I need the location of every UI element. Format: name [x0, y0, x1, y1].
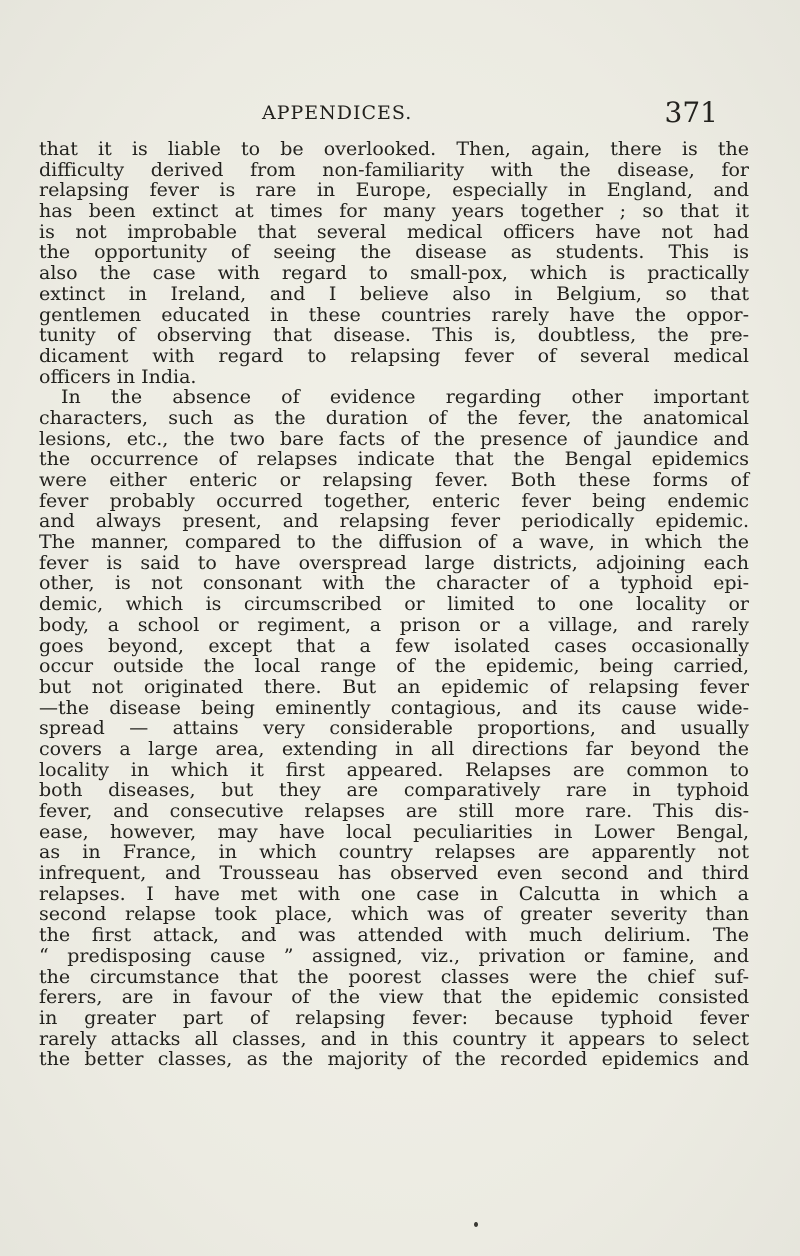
text-line: occur outside the local range of the epidemic, being carried, [39, 655, 749, 678]
text-line: —the disease being eminently contagious, and its cause wide- [39, 696, 749, 719]
running-head [0, 96, 800, 130]
text-line: “ predisposing cause ” assigned, viz., privation or famine, and [39, 944, 749, 967]
text-line: both diseases, but they are comparatively rare in typhoid [39, 779, 749, 802]
text-line: relapses. I have met with one case in Calcutta in which a [39, 882, 749, 905]
text-line: other, is not consonant with the character of a typhoid epi- [39, 572, 749, 595]
text-line: were either enteric or relapsing fever. Both these forms of [39, 469, 749, 491]
text-line: officers in India. [39, 365, 197, 388]
text-line: the circumstance that the poorest classes were the chief suf- [39, 965, 749, 988]
text-line: in greater part of relapsing fever: because typhoid fever [39, 1006, 749, 1029]
text-line: relapsing fever is rare in Europe, especially in England, and [39, 179, 749, 202]
text-line: covers a large area, extending in all directions far beyond the [39, 737, 749, 760]
paragraph-2 [39, 387, 749, 1070]
text-line: the better classes, as the majority of the recorded epidemics and [39, 1048, 749, 1071]
text-line: has been extinct at times for many years together ; so that it [39, 200, 749, 223]
text-line: that it is liable to be overlooked. Then, again, there is the [39, 138, 749, 160]
text-line: rarely attacks all classes, and in this country it appears to select [39, 1027, 749, 1050]
text-line: the first attack, and was attended with much delirium. The [39, 924, 749, 947]
text-line: spread — attains very considerable proportions, and usually [39, 717, 749, 740]
text-line: also the case with regard to small-pox, which is practically [39, 262, 749, 285]
text-line: tunity of observing that disease. This is, doubtless, the pre- [39, 324, 749, 347]
page-number: 371 [664, 96, 718, 129]
text-line: difficulty derived from non-familiarity with the disease, for [39, 158, 749, 181]
text-line: ferers, are in favour of the view that the epidemic consisted [39, 986, 749, 1009]
text-line: The manner, compared to the diffusion of a wave, in which the [39, 531, 749, 554]
text-line: fever probably occurred together, enteric fever being endemic [39, 489, 749, 512]
text-line: fever is said to have overspread large districts, adjoining each [39, 551, 749, 574]
ink-speck [474, 1222, 478, 1227]
text-line: extinct in Ireland, and I believe also in Belgium, so that [39, 282, 749, 305]
text-line: dicament with regard to relapsing fever of several medical [39, 344, 749, 367]
text-line: body, a school or regiment, a prison or a village, and rarely [39, 613, 749, 636]
text-line: and always present, and relapsing fever periodically epidemic. [39, 510, 749, 533]
running-title: APPENDICES. [262, 102, 413, 124]
text-line: In the absence of evidence regarding other important [61, 386, 749, 409]
body-text [39, 139, 749, 1070]
text-line: goes beyond, except that a few isolated cases occasionally [39, 634, 749, 657]
text-line: demic, which is circumscribed or limited to one locality or [39, 593, 749, 616]
paragraph-1 [39, 139, 749, 387]
text-line: as in France, in which country relapses are apparently not [39, 841, 749, 864]
text-line: is not improbable that several medical officers have not had [39, 220, 749, 243]
text-line: the occurrence of relapses indicate that the Bengal epidemics [39, 448, 749, 471]
text-line: second relapse took place, which was of greater severity than [39, 903, 749, 926]
text-line: lesions, etc., the two bare facts of the presence of jaundice and [39, 427, 749, 450]
text-line: the opportunity of seeing the disease as students. This is [39, 241, 749, 264]
text-line: fever, and consecutive relapses are still more rare. This dis- [39, 800, 749, 822]
text-line: characters, such as the duration of the fever, the anatomical [39, 406, 749, 429]
text-line: but not originated there. But an epidemic of relapsing fever [39, 675, 749, 698]
text-line: locality in which it first appeared. Relapses are common to [39, 758, 749, 781]
text-line: ease, however, may have local peculiarities in Lower Bengal, [39, 820, 749, 843]
text-line: infrequent, and Trousseau has observed even second and third [39, 862, 749, 885]
text-line: gentlemen educated in these countries rarely have the oppor- [39, 303, 749, 326]
